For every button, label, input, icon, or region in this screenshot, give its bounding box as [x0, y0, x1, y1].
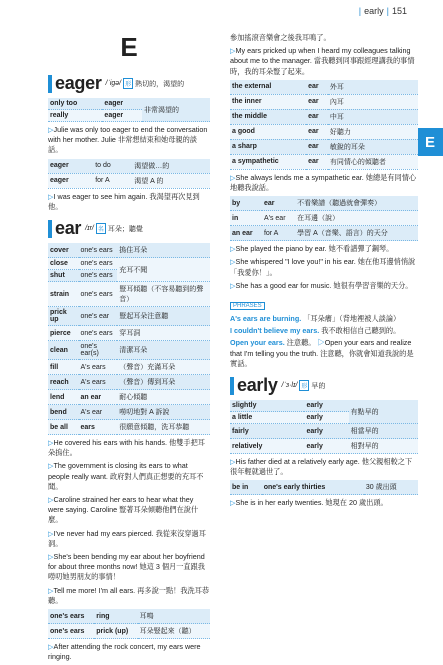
table-row: in A's ear 在耳邊（說）: [230, 211, 418, 226]
entry-heading-eager: [48, 73, 210, 94]
part-of-speech: 形: [123, 78, 133, 89]
example: ▷She whispered "I love you!" in his ear. 她在他耳邊悄悄說「我愛你！」。: [230, 257, 416, 277]
example: ▷After attending the rock concert, my ears were ringing.: [48, 642, 201, 662]
example: ▷My ears pricked up when I heard my colleagues talking about me to the manager. 當我聽到同事跟經理講我的事情時，我的耳朵豎了起來。: [230, 46, 415, 76]
example: ▷Tell me more! I'm all ears. 再多說一點！我洗耳恭聽。: [48, 585, 210, 605]
example: ▷I was eager to see him again. 我渴望再次見到他。: [48, 191, 200, 211]
table-row: bend A's ear 嘮叨地對 A 訴說: [48, 405, 210, 420]
table-row: a little early: [230, 412, 418, 424]
example: ▷She's been bending my ear about her boyfriend for about three months now! 她這 3 個月一直跟我嘮叨她男朋友的事情！: [48, 552, 205, 582]
table-row: eager for A 渴望 A 的: [48, 173, 210, 188]
table-row: relatively early 相對早的: [230, 439, 418, 454]
entry-heading-early: [230, 375, 418, 396]
table-row: the inner ear 內耳: [230, 94, 418, 109]
table-row: close one's ears 充耳不聞: [48, 258, 210, 270]
table-row: a sharp ear 敏銳的耳朵: [230, 139, 418, 154]
left-column: [48, 30, 210, 665]
gloss: 耳朵；聽覺: [107, 225, 143, 233]
table-row: slightly early 有點早的: [230, 400, 418, 412]
gloss: 早的: [311, 382, 326, 390]
table-row: lend an ear 耐心傾聽: [48, 390, 210, 405]
part-of-speech: 形: [299, 380, 309, 391]
table-row: fill A's ears （聲音）充滿耳朵: [48, 360, 210, 375]
headword: early: [237, 375, 278, 396]
table-row: really eager: [48, 110, 210, 122]
right-column: [230, 30, 418, 512]
phrases-label: PHRASES: [230, 302, 265, 310]
collocation-table: [48, 159, 210, 189]
letter-tab[interactable]: E: [417, 128, 443, 156]
table-row: prick up one's ear 豎起耳朵注意聽: [48, 307, 210, 326]
table-row: shut one's ears: [48, 270, 210, 282]
gloss: 熱切的，渴望的: [135, 80, 185, 88]
table-row: by ear 不看樂譜（聽過就會彈奏）: [230, 196, 418, 211]
table-row: cover one's ears 摀住耳朵: [48, 243, 210, 258]
example: ▷His father died at a relatively early age. 他父親相較之下很年輕就過世了。: [230, 457, 413, 477]
table-row: be all ears 很願意傾聽，洗耳恭聽: [48, 420, 210, 435]
table-row: fairly early 相當早的: [230, 424, 418, 439]
table-row: be in one's early thirties 30 歲出頭: [230, 480, 418, 495]
table-row: the external ear 外耳: [230, 80, 418, 95]
example: ▷I've never had my ears pierced. 我從來沒穿過耳洞。: [48, 528, 206, 548]
section-letter: E: [120, 32, 138, 62]
pronunciation: /ˈigə/: [105, 80, 122, 87]
table-row: an ear for A 學習 A（音樂、語言）的天分: [230, 226, 418, 241]
example: ▷She always lends me a sympathetic ear. 她總是有同情心地聽我說話。: [230, 172, 417, 193]
entry-heading-ear: [48, 218, 210, 239]
table-row: pierce one's ears 穿耳洞: [48, 326, 210, 341]
collocation-table: [230, 196, 418, 241]
example: ▷Julie was only too eager to end the conversation with her mother. Julie 非常想結束和她母親的談話。: [48, 125, 208, 155]
table-row: strain one's ears 豎耳傾聽（不容易聽到的聲音）: [48, 282, 210, 307]
table-row: one's ears prick (up) 耳朵豎起來（聽）: [48, 624, 210, 639]
headword: eager: [55, 73, 102, 93]
entry-marker: [230, 377, 234, 395]
collocation-table: [48, 609, 210, 639]
example: ▷She has a good ear for music. 她很有學習音樂的天分。: [230, 280, 413, 290]
table-row: a sympathetic ear 有同情心的傾聽者: [230, 154, 418, 169]
table-row: clean one's ear(s) 清潔耳朵: [48, 341, 210, 360]
example-continued: 參加搖滾音樂會之後我耳鳴了。: [230, 33, 331, 42]
table-row: a good ear 好聽力: [230, 124, 418, 139]
collocation-table: [48, 98, 210, 122]
example: ▷He covered his ears with his hands. 他雙手把耳朵摀住。: [48, 438, 205, 458]
table-row: only too eager 非常渴望的: [48, 98, 210, 110]
phrase: I couldn't believe my ears. 我不敢相信自己聽到的。: [230, 326, 401, 336]
collocation-table: [230, 80, 418, 170]
header-entry: early: [364, 6, 384, 16]
phrase: Open your ears. 注意聽。 ▷Open your ears and realize that I'm telling you the truth. 注意聽，你就會知道我說的是實話。: [230, 338, 414, 368]
headword: ear: [55, 218, 82, 239]
collocation-table: [230, 400, 418, 454]
running-header: | early | 151: [358, 6, 407, 16]
phrase: A's ears are burning. 「耳朵癢」（背地裡被人談論）: [230, 314, 401, 324]
table-row: reach A's ears （聲音）傳到耳朵: [48, 375, 210, 390]
pronunciation: /ɪr/: [85, 225, 94, 233]
example: ▷She played the piano by ear. 她不看譜彈了鋼琴。: [230, 244, 394, 254]
collocation-table: [230, 480, 418, 495]
table-row: the middle ear 中耳: [230, 109, 418, 124]
entry-marker: [48, 75, 52, 93]
part-of-speech: 名: [96, 223, 106, 234]
example: ▷She is in her early twenties. 她現在 20 歲出頭。: [230, 498, 388, 508]
entry-marker: [48, 220, 52, 238]
table-row: eager to do 渴望做…的: [48, 159, 210, 174]
example: ▷The government is closing its ears to what people really want. 政府對人們真正想要的充耳不聞。: [48, 461, 204, 491]
page-number: 151: [391, 6, 407, 16]
example: ▷Caroline strained her ears to hear what they were saying. Caroline 豎著耳朵傾聽他們在說什麼。: [48, 495, 199, 525]
collocation-table: [48, 243, 210, 435]
pronunciation: /ˈɜ·lɪ/: [281, 382, 298, 390]
table-row: one's ears ring 耳鳴: [48, 609, 210, 624]
